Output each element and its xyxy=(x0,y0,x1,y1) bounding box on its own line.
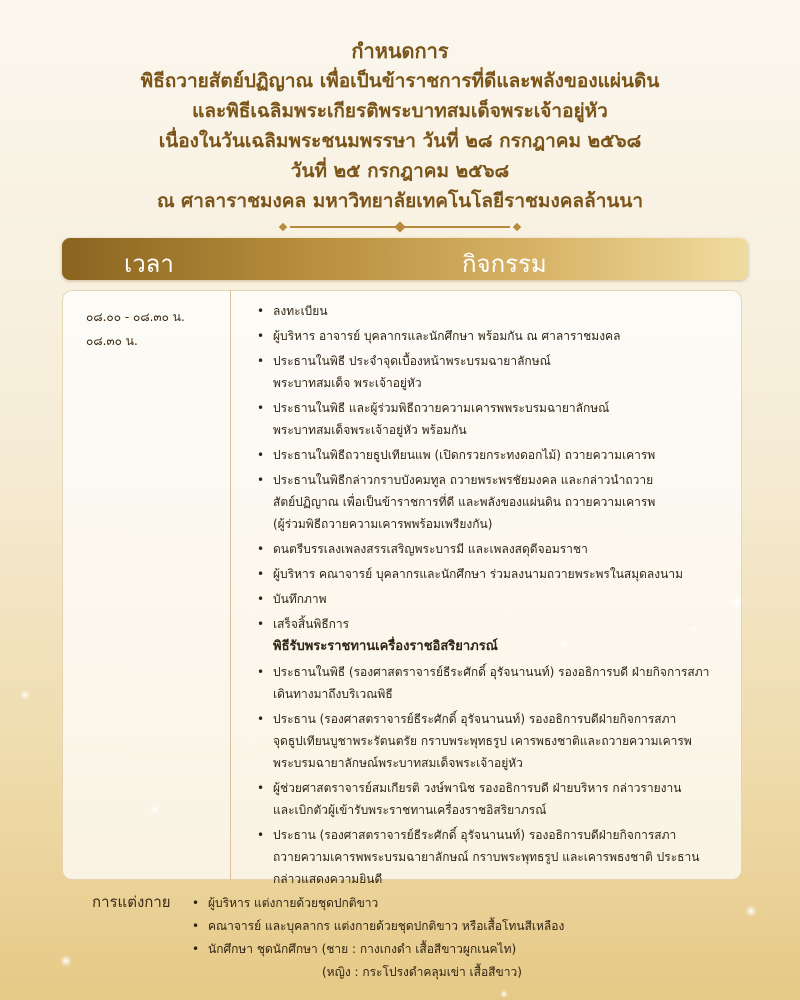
dress-code-list xyxy=(192,892,564,984)
activity-item: • ประธานในพิธีกล่าวกราบบังคมทูล ถวายพระพรชัยมงคล และกล่าวนำถวาย สัตย์ปฏิญาณ เพื่อเป็นข้าราชการที่ดี และพลังของแผ่นดิน ถวายความเคารพ (ผู้ร่วมพิธีถวายความเคารพพร้อมเพรียงกัน) xyxy=(257,469,737,535)
sparkle xyxy=(60,955,72,967)
title-line: วันที่ ๒๕ กรกฎาคม ๒๕๖๘ xyxy=(290,160,510,182)
activity-column-header: กิจกรรม xyxy=(462,250,547,278)
title-line: พิธีถวายสัตย์ปฏิญาณ เพื่อเป็นข้าราชการที่ดีและพลังของแผ่นดิน xyxy=(140,70,660,92)
ceremony-subheading: พิธีรับพระราชทานเครื่องราชอิสริยาภรณ์ xyxy=(273,639,498,654)
sparkle xyxy=(20,690,30,700)
activity-item: • ดนตรีบรรเลงเพลงสรรเสริญพระบารมี และเพลงสดุดีจอมราชา xyxy=(257,538,737,560)
dress-item: • คณาจารย์ และบุคลากร แต่งกายด้วยชุดปกติขาว หรือเสื้อโทนสีเหลือง xyxy=(192,915,564,938)
time-column-header: เวลา xyxy=(124,250,174,278)
activity-item: • ผู้ช่วยศาสตราจารย์สมเกียรติ วงษ์พานิช รองอธิการบดี ฝ่ายบริหาร กล่าวรายงาน และเบิกตัวผู้เข้ารับพระราชทานเครื่องราชอิสริยาภรณ์ xyxy=(257,777,737,821)
column-divider xyxy=(230,290,231,880)
dress-item: • นักศึกษา ชุดนักศึกษา (ชาย : กางเกงดำ เสื้อสีขาวผูกเนคไท) xyxy=(192,938,564,961)
activity-item: • ลงทะเบียน xyxy=(257,300,737,322)
activity-item: • ผู้บริหาร อาจารย์ บุคลากรและนักศึกษา พร้อมกัน ณ ศาลาราชมงคล xyxy=(257,325,737,347)
dress-code-label: การแต่งกาย xyxy=(92,893,171,911)
title-line: กำหนดการ xyxy=(351,39,449,63)
document-header xyxy=(0,36,800,216)
activity-item: • ประธานในพิธี (รองศาสตราจารย์ธีระศักดิ์ อุรัจนานนท์) รองอธิการบดี ฝ่ายกิจการสภา เดินทางมาถึงบริเวณพิธี xyxy=(257,661,737,705)
sparkle xyxy=(500,990,508,998)
sparkle xyxy=(745,905,757,917)
activity-item: • ประธานในพิธี ประจำจุดเบื้องหน้าพระบรมฉายาลักษณ์ พระบาทสมเด็จ พระเจ้าอยู่หัว xyxy=(257,350,737,394)
activity-item: • ประธาน (รองศาสตราจารย์ธีระศักดิ์ อุรัจนานนท์) รองอธิการบดีฝ่ายกิจการสภา ถวายความเคารพพระบรมฉายาลักษณ์ กราบพระพุทธรูป และเคารพธงชาติ ประธาน กล่าวแสดงความยินดี xyxy=(257,824,737,890)
dress-item: • ผู้บริหาร แต่งกายด้วยชุดปกติขาว xyxy=(192,892,564,915)
activity-list xyxy=(257,300,737,893)
time-column xyxy=(86,305,185,353)
table-header-band xyxy=(62,238,748,280)
activity-item: • เสร็จสิ้นพิธีการ xyxy=(257,613,737,635)
activity-item: • ประธาน (รองศาสตราจารย์ธีระศักดิ์ อุรัจนานนท์) รองอธิการบดีฝ่ายกิจการสภา จุดธูปเทียนบูชาพระรัตนตรัย กราบพระพุทธรูป เคารพธงชาติและถวายความเคารพ พระบรมฉายาลักษณ์พระบาทสมเด็จพระเจ้าอยู่หัว xyxy=(257,708,737,774)
activity-item: • ประธานในพิธี และผู้ร่วมพิธีถวายความเคารพพระบรมฉายาลักษณ์ พระบาทสมเด็จพระเจ้าอยู่หัว พร้อมกัน xyxy=(257,397,737,441)
title-line: เนื่องในวันเฉลิมพระชนมพรรษา วันที่ ๒๘ กรกฎาคม ๒๕๖๘ xyxy=(158,130,642,152)
time-entry: ๐๘.๐๐ - ๐๘.๓๐ น. xyxy=(86,310,185,324)
title-line: ณ ศาลาราชมงคล มหาวิทยาลัยเทคโนโลยีราชมงคลล้านนา xyxy=(156,190,644,212)
activity-item: • ประธานในพิธีถวายธูปเทียนแพ (เปิดกรวยกระทงดอกไม้) ถวายความเคารพ xyxy=(257,444,737,466)
dress-item-continuation: (หญิง : กระโปรงดำคลุมเข่า เสื้อสีขาว) xyxy=(322,965,522,979)
ornament-divider xyxy=(280,222,520,232)
time-entry: ๐๘.๓๐ น. xyxy=(86,334,138,348)
title-line: และพิธีเฉลิมพระเกียรติพระบาทสมเด็จพระเจ้าอยู่หัว xyxy=(192,100,608,122)
activity-item: • บันทึกภาพ xyxy=(257,588,737,610)
activity-item: • ผู้บริหาร คณาจารย์ บุคลากรและนักศึกษา ร่วมลงนามถวายพระพรในสมุดลงนาม xyxy=(257,563,737,585)
